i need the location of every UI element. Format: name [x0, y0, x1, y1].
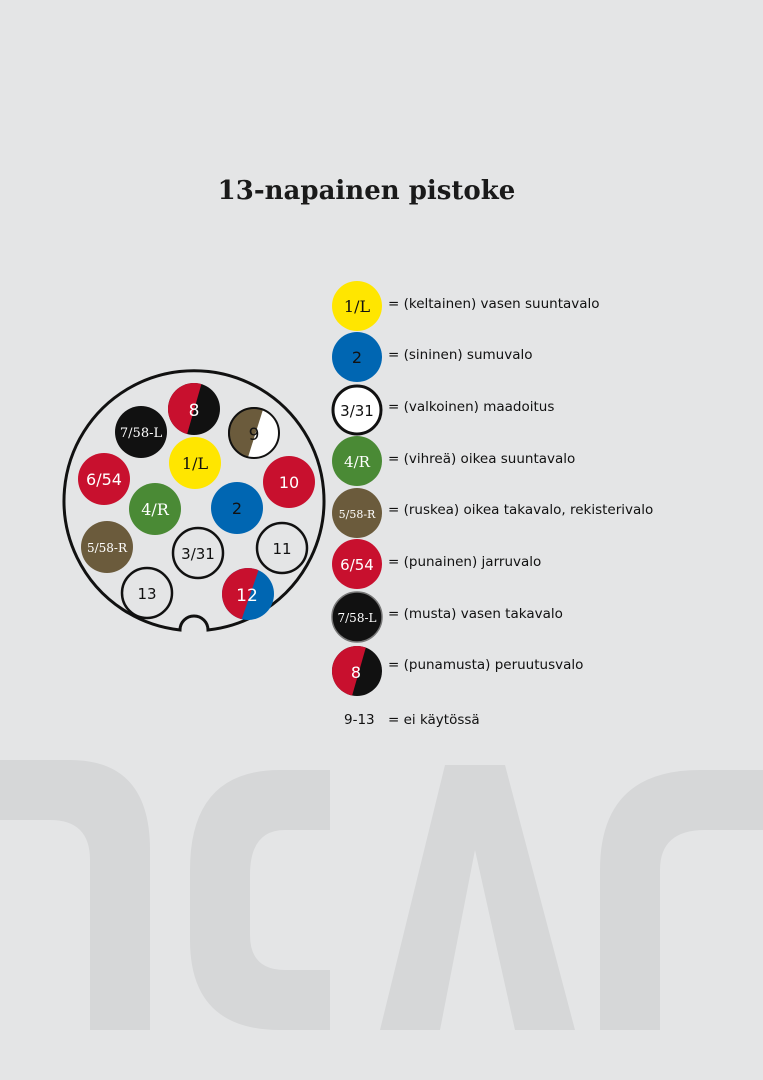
legend-item	[330, 331, 750, 383]
legend-item	[330, 280, 750, 332]
legend-item	[330, 538, 750, 590]
svg-text:5/58-R: 5/58-R	[338, 508, 376, 521]
svg-text:3/31: 3/31	[340, 402, 374, 420]
pin-6-54	[78, 453, 130, 505]
svg-text:6/54: 6/54	[340, 556, 374, 574]
legend-description: = (ruskea) oikea takavalo, rekisterivalo	[388, 502, 654, 518]
pin-label: 13	[137, 585, 157, 603]
pin-5-58-R	[81, 521, 133, 573]
legend-description: = (punamusta) peruutusvalo	[388, 657, 584, 673]
pin-2	[211, 482, 263, 534]
pin-label: 12	[236, 586, 258, 606]
pin-label: 9	[248, 425, 260, 445]
pin-10	[263, 456, 315, 508]
svg-text:2: 2	[351, 348, 363, 367]
pin-label: 8	[188, 401, 200, 421]
pin-label: 4/R	[141, 500, 169, 519]
legend-description: = (punainen) jarruvalo	[388, 554, 542, 570]
svg-text:7/58-L: 7/58-L	[337, 611, 377, 625]
legend-item	[330, 590, 750, 642]
pin-label: 11	[272, 540, 292, 558]
legend-description: = (vihreä) oikea suuntavalo	[388, 451, 576, 467]
pin-label: 3/31	[181, 545, 215, 563]
legend-description: = (sininen) sumuvalo	[388, 347, 533, 363]
legend-item	[330, 435, 750, 487]
legend-item	[330, 383, 750, 435]
pin-4-R	[129, 483, 181, 535]
svg-text:4/R: 4/R	[344, 453, 370, 471]
pin-label: 5/58-R	[86, 541, 128, 555]
svg-text:1/L: 1/L	[343, 297, 371, 316]
legend-description: = ei käytössä	[388, 712, 480, 728]
legend-item	[330, 641, 750, 693]
pin-7-58-L	[115, 406, 167, 458]
svg-text:8: 8	[350, 663, 362, 682]
pin-label: 2	[231, 499, 243, 518]
legend-description: = (keltainen) vasen suuntavalo	[388, 296, 600, 312]
legend-description: = (musta) vasen takavalo	[388, 606, 563, 622]
pin-label: 7/58-L	[119, 426, 163, 441]
legend-item	[330, 486, 750, 538]
pin-label: 6/54	[86, 470, 122, 489]
pin-label: 1/L	[181, 454, 209, 473]
pin-label: 10	[278, 473, 300, 492]
legend-item-unused	[330, 693, 750, 745]
unused-pins-label: 9-13	[344, 712, 375, 728]
pin-1-L	[169, 437, 221, 489]
legend-description: = (valkoinen) maadoitus	[388, 399, 555, 415]
page-title: 13-napainen pistoke	[217, 176, 516, 206]
